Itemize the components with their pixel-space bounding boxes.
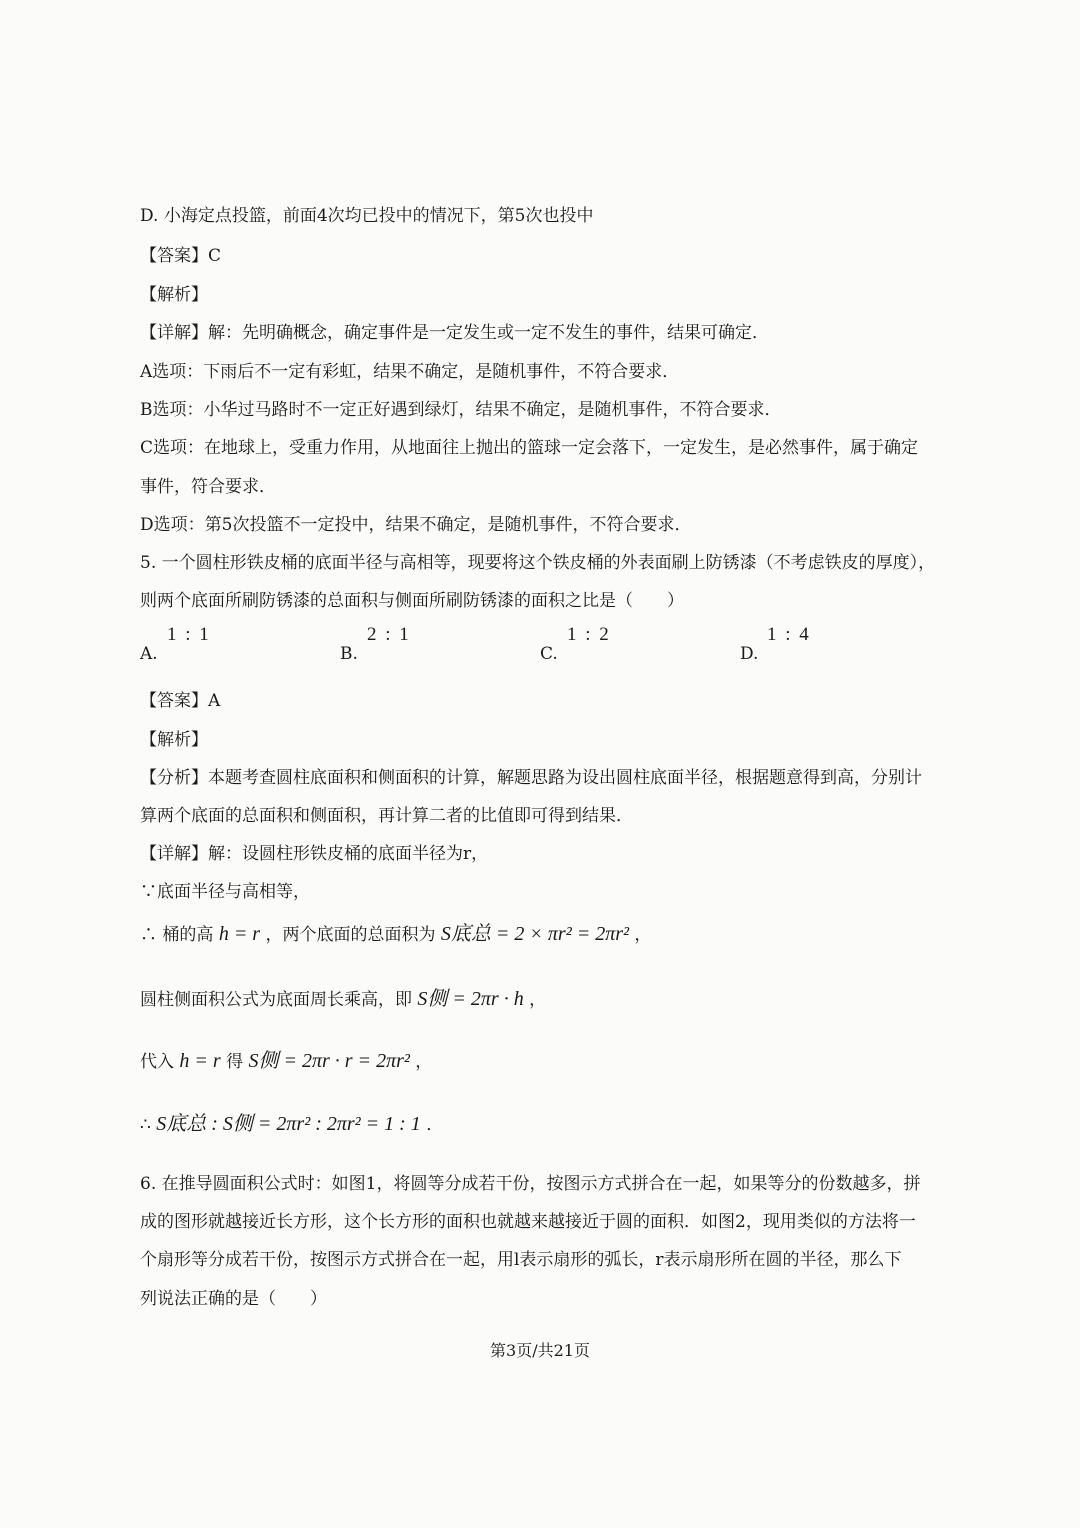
text-line: A选项：下雨后不一定有彩虹，结果不确定，是随机事件，不符合要求． xyxy=(140,362,680,382)
formula-text: 得 xyxy=(226,1052,244,1072)
text-line: ∵底面半径与高相等， xyxy=(140,882,310,902)
text-line: C选项：在地球上，受重力作用，从地面往上抛出的篮球一定会落下，一定发生，是必然事件，属于确定 xyxy=(140,438,919,458)
question-6-line1: 6. 在推导圆面积公式时：如图1，将圆等分成若干份，按图示方式拼合在一起，如果等分的份数越多，拼 xyxy=(140,1174,921,1194)
formula-line xyxy=(140,988,546,1011)
option-letter: C. xyxy=(540,644,558,664)
formula-math: S侧 = 2πr · h xyxy=(417,988,524,1010)
formula-math: h = r xyxy=(179,1050,221,1072)
analysis-label: 【解析】 xyxy=(140,730,208,750)
option-letter: A. xyxy=(140,644,158,664)
formula-math: S底总 = 2 × πr² = 2πr² xyxy=(440,923,629,945)
text-line: 算两个底面的总面积和侧面积，再计算二者的比值即可得到结果． xyxy=(140,806,633,826)
option-letter: D. xyxy=(740,644,759,664)
option-value: 1 : 2 xyxy=(567,624,611,645)
formula-line xyxy=(140,1050,432,1073)
formula-text: ， xyxy=(634,925,652,945)
formula-text: ． xyxy=(426,1115,444,1135)
formula-text: ， xyxy=(529,990,547,1010)
formula-math: S底总 : S侧 = 2πr² : 2πr² = 1 : 1 xyxy=(156,1113,421,1135)
analysis-label: 【解析】 xyxy=(140,285,208,305)
formula-text: 圆柱侧面积公式为底面周长乘高，即 xyxy=(140,990,412,1010)
question-6-line3: 个扇形等分成若干份，按图示方式拼合在一起，用l表示扇形的弧长，r表示扇形所在圆的半径，那么下 xyxy=(140,1250,902,1270)
answer-label: 【答案】C xyxy=(140,246,222,266)
formula-text: ∴ 桶的高 xyxy=(140,925,214,945)
formula-math: S侧 = 2πr · r = 2πr² xyxy=(248,1050,410,1072)
answer-label: 【答案】A xyxy=(140,691,221,711)
question-5-line1: 5. 一个圆柱形铁皮桶的底面半径与高相等，现要将这个铁皮桶的外表面刷上防锈漆（不考虑铁皮的厚度）， xyxy=(140,553,936,573)
question-6-line2: 成的图形就越接近长方形，这个长方形的面积也就越来越接近于圆的面积．如图2，现用类似的方法将一 xyxy=(140,1212,916,1232)
text-line: 【详解】解：设圆柱形铁皮桶的底面半径为r， xyxy=(140,844,489,864)
text-line: D. 小海定点投篮，前面4次均已投中的情况下，第5次也投中 xyxy=(140,206,594,226)
text-line: B选项：小华过马路时不一定正好遇到绿灯，结果不确定，是随机事件，不符合要求． xyxy=(140,400,782,420)
formula-text: 代入 xyxy=(140,1052,174,1072)
page-footer: 第3页/共21页 xyxy=(490,1341,590,1360)
option-value: 1 : 4 xyxy=(767,624,811,645)
text-line: 事件，符合要求． xyxy=(140,477,276,497)
text-line: 【详解】解：先明确概念，确定事件是一定发生或一定不发生的事件，结果可确定． xyxy=(140,323,769,343)
formula-text: ， xyxy=(415,1052,433,1072)
option-letter: B. xyxy=(340,644,358,664)
text-line: 【分析】本题考查圆柱底面积和侧面积的计算，解题思路为设出圆柱底面半径，根据题意得到高，分别计 xyxy=(140,768,922,788)
formula-text: ∴ xyxy=(140,1115,151,1135)
question-5-line2: 则两个底面所刷防锈漆的总面积与侧面所刷防锈漆的面积之比是（ ） xyxy=(140,591,684,611)
formula-text: ，两个底面的总面积为 xyxy=(265,925,436,945)
option-value: 2 : 1 xyxy=(367,624,411,645)
formula-line xyxy=(140,1113,443,1136)
question-6-line4: 列说法正确的是（ ） xyxy=(140,1289,327,1309)
formula-line xyxy=(140,923,651,946)
text-line: D选项：第5次投篮不一定投中，结果不确定，是随机事件，不符合要求． xyxy=(140,515,692,535)
formula-math: h = r xyxy=(218,923,261,945)
option-value: 1 : 1 xyxy=(167,624,211,645)
